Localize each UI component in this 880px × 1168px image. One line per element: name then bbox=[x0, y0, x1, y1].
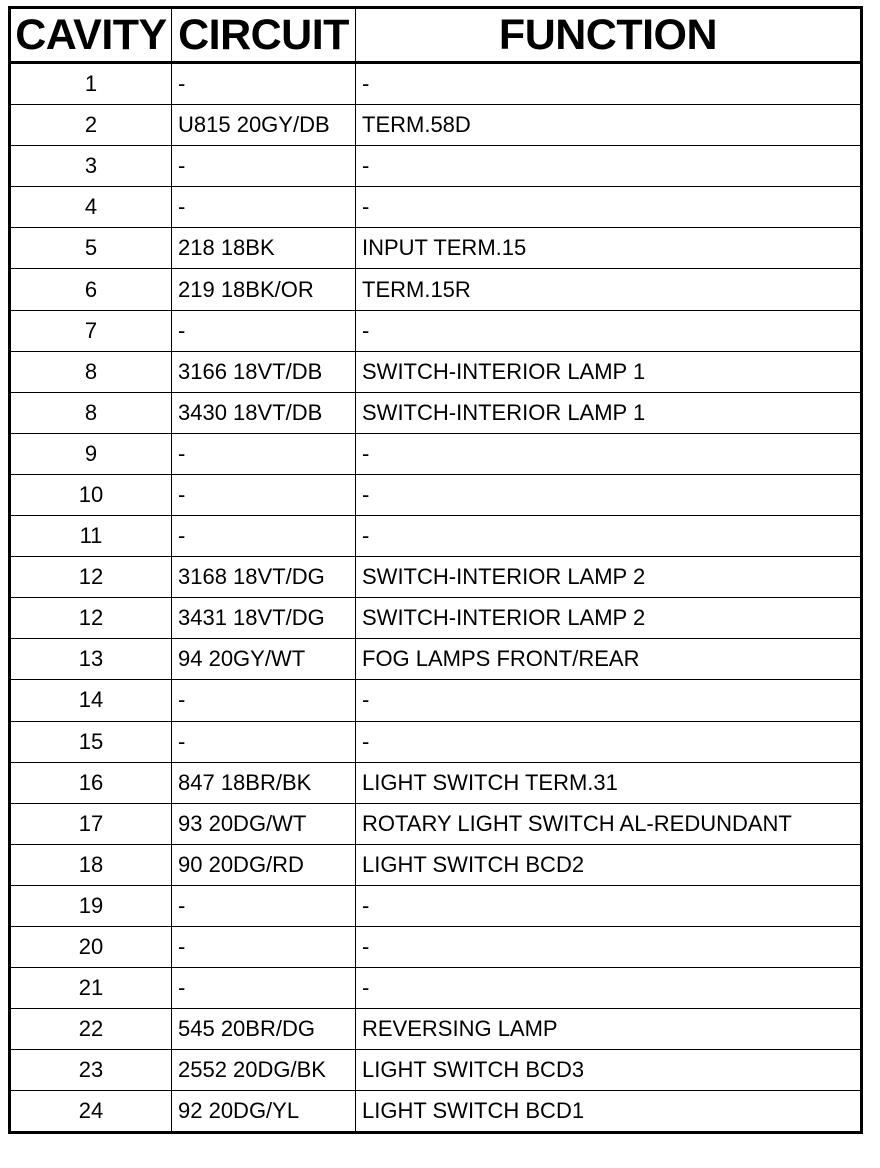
circuit-cell: 3431 18VT/DG bbox=[172, 598, 356, 639]
function-cell: LIGHT SWITCH BCD1 bbox=[356, 1091, 862, 1133]
circuit-cell: - bbox=[172, 926, 356, 967]
circuit-cell: 93 20DG/WT bbox=[172, 803, 356, 844]
circuit-cell: 92 20DG/YL bbox=[172, 1091, 356, 1133]
cavity-cell: 24 bbox=[10, 1091, 172, 1133]
table-row bbox=[10, 721, 862, 762]
cavity-cell: 4 bbox=[10, 187, 172, 228]
function-cell: - bbox=[356, 885, 862, 926]
column-header-cavity: CAVITY bbox=[10, 8, 172, 63]
circuit-cell: - bbox=[172, 968, 356, 1009]
cavity-cell: 2 bbox=[10, 105, 172, 146]
column-header-function: FUNCTION bbox=[356, 8, 862, 63]
circuit-cell: - bbox=[172, 187, 356, 228]
table-row bbox=[10, 1050, 862, 1091]
cavity-cell: 12 bbox=[10, 598, 172, 639]
cavity-cell: 19 bbox=[10, 885, 172, 926]
header-row bbox=[10, 8, 862, 63]
table-row bbox=[10, 63, 862, 105]
function-cell: SWITCH-INTERIOR LAMP 2 bbox=[356, 557, 862, 598]
cavity-cell: 22 bbox=[10, 1009, 172, 1050]
table-header bbox=[10, 8, 862, 63]
circuit-cell: 847 18BR/BK bbox=[172, 762, 356, 803]
circuit-cell: 545 20BR/DG bbox=[172, 1009, 356, 1050]
table-row bbox=[10, 433, 862, 474]
cavity-cell: 3 bbox=[10, 146, 172, 187]
table-row bbox=[10, 269, 862, 310]
table-row bbox=[10, 105, 862, 146]
circuit-cell: - bbox=[172, 680, 356, 721]
function-cell: SWITCH-INTERIOR LAMP 1 bbox=[356, 392, 862, 433]
function-cell: - bbox=[356, 433, 862, 474]
table-row bbox=[10, 885, 862, 926]
function-cell: - bbox=[356, 63, 862, 105]
circuit-cell: - bbox=[172, 721, 356, 762]
cavity-cell: 13 bbox=[10, 639, 172, 680]
table-row bbox=[10, 310, 862, 351]
table-row bbox=[10, 639, 862, 680]
table-row bbox=[10, 1091, 862, 1133]
cavity-cell: 14 bbox=[10, 680, 172, 721]
function-cell: - bbox=[356, 721, 862, 762]
circuit-cell: 218 18BK bbox=[172, 228, 356, 269]
function-cell: REVERSING LAMP bbox=[356, 1009, 862, 1050]
table-row bbox=[10, 680, 862, 721]
circuit-cell: - bbox=[172, 146, 356, 187]
table-row bbox=[10, 516, 862, 557]
cavity-cell: 12 bbox=[10, 557, 172, 598]
table-row bbox=[10, 392, 862, 433]
cavity-cell: 6 bbox=[10, 269, 172, 310]
table-row bbox=[10, 474, 862, 515]
function-cell: - bbox=[356, 926, 862, 967]
function-cell: ROTARY LIGHT SWITCH AL-REDUNDANT bbox=[356, 803, 862, 844]
table-row bbox=[10, 228, 862, 269]
function-cell: SWITCH-INTERIOR LAMP 1 bbox=[356, 351, 862, 392]
circuit-cell: - bbox=[172, 474, 356, 515]
table-row bbox=[10, 598, 862, 639]
cavity-cell: 11 bbox=[10, 516, 172, 557]
circuit-cell: 3430 18VT/DB bbox=[172, 392, 356, 433]
cavity-cell: 17 bbox=[10, 803, 172, 844]
cavity-cell: 20 bbox=[10, 926, 172, 967]
function-cell: - bbox=[356, 474, 862, 515]
circuit-cell: - bbox=[172, 516, 356, 557]
function-cell: TERM.15R bbox=[356, 269, 862, 310]
circuit-cell: - bbox=[172, 433, 356, 474]
function-cell: - bbox=[356, 146, 862, 187]
circuit-cell: 90 20DG/RD bbox=[172, 844, 356, 885]
function-cell: INPUT TERM.15 bbox=[356, 228, 862, 269]
column-header-circuit: CIRCUIT bbox=[172, 8, 356, 63]
cavity-cell: 8 bbox=[10, 351, 172, 392]
function-cell: SWITCH-INTERIOR LAMP 2 bbox=[356, 598, 862, 639]
function-cell: LIGHT SWITCH TERM.31 bbox=[356, 762, 862, 803]
table-row bbox=[10, 762, 862, 803]
table-row bbox=[10, 968, 862, 1009]
circuit-cell: 3166 18VT/DB bbox=[172, 351, 356, 392]
circuit-cell: 3168 18VT/DG bbox=[172, 557, 356, 598]
circuit-cell: U815 20GY/DB bbox=[172, 105, 356, 146]
function-cell: LIGHT SWITCH BCD3 bbox=[356, 1050, 862, 1091]
cavity-cell: 23 bbox=[10, 1050, 172, 1091]
cavity-cell: 9 bbox=[10, 433, 172, 474]
function-cell: LIGHT SWITCH BCD2 bbox=[356, 844, 862, 885]
table-row bbox=[10, 146, 862, 187]
table-row bbox=[10, 926, 862, 967]
cavity-cell: 7 bbox=[10, 310, 172, 351]
function-cell: FOG LAMPS FRONT/REAR bbox=[356, 639, 862, 680]
cavity-cell: 8 bbox=[10, 392, 172, 433]
circuit-cell: 2552 20DG/BK bbox=[172, 1050, 356, 1091]
connector-pinout-table bbox=[8, 6, 863, 1134]
table-body bbox=[10, 63, 862, 1133]
cavity-cell: 1 bbox=[10, 63, 172, 105]
cavity-cell: 15 bbox=[10, 721, 172, 762]
table-row bbox=[10, 844, 862, 885]
function-cell: - bbox=[356, 516, 862, 557]
circuit-cell: - bbox=[172, 310, 356, 351]
table-row bbox=[10, 351, 862, 392]
circuit-cell: 94 20GY/WT bbox=[172, 639, 356, 680]
table-row bbox=[10, 187, 862, 228]
cavity-cell: 5 bbox=[10, 228, 172, 269]
cavity-cell: 21 bbox=[10, 968, 172, 1009]
cavity-cell: 10 bbox=[10, 474, 172, 515]
circuit-cell: - bbox=[172, 63, 356, 105]
circuit-cell: - bbox=[172, 885, 356, 926]
table-row bbox=[10, 557, 862, 598]
function-cell: - bbox=[356, 680, 862, 721]
function-cell: - bbox=[356, 310, 862, 351]
function-cell: - bbox=[356, 187, 862, 228]
cavity-cell: 16 bbox=[10, 762, 172, 803]
function-cell: - bbox=[356, 968, 862, 1009]
table-row bbox=[10, 1009, 862, 1050]
circuit-cell: 219 18BK/OR bbox=[172, 269, 356, 310]
cavity-cell: 18 bbox=[10, 844, 172, 885]
table-row bbox=[10, 803, 862, 844]
function-cell: TERM.58D bbox=[356, 105, 862, 146]
